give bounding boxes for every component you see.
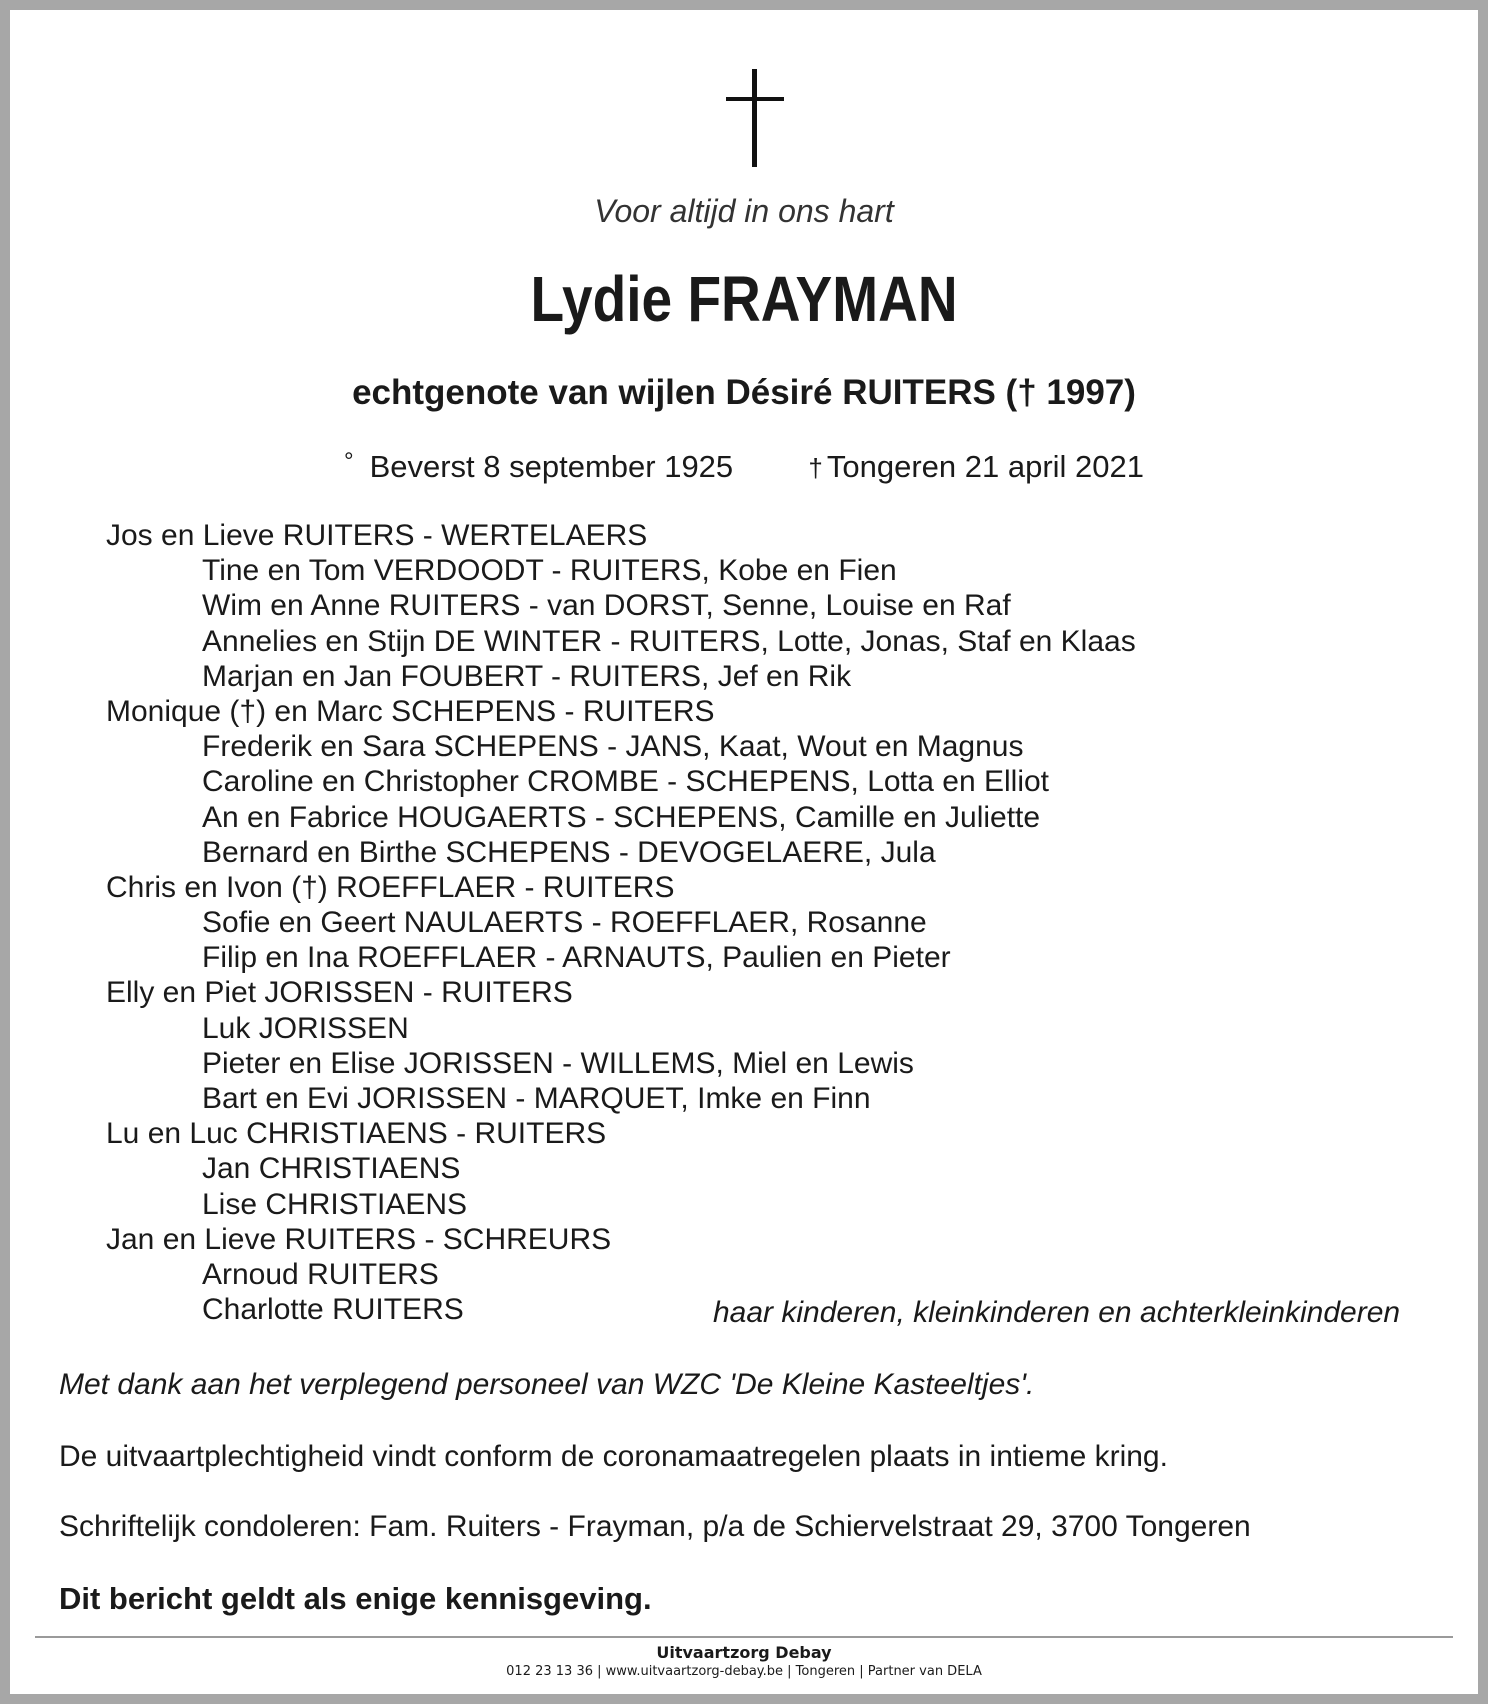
family-member-descendant: Bernard en Birthe SCHEPENS - DEVOGELAERE, Jula	[202, 835, 936, 869]
death-symbol: †	[808, 453, 823, 483]
funeral-home-name: Uitvaartzorg Debay	[656, 1643, 832, 1662]
deceased-name: Lydie FRAYMAN	[530, 263, 958, 335]
family-member-child: Chris en Ivon (†) ROEFFLAER - RUITERS	[106, 870, 675, 904]
family-member-child: Monique (†) en Marc SCHEPENS - RUITERS	[106, 694, 715, 728]
family-member-descendant: Charlotte RUITERS	[202, 1293, 464, 1327]
family-member-descendant: Caroline en Christopher CROMBE - SCHEPENS, Lotta en Elliot	[202, 765, 1050, 799]
footer-divider	[35, 1636, 1453, 1638]
funeral-home-info: 012 23 13 36 | www.uitvaartzorg-debay.be | Tongeren | Partner van DELA	[506, 1664, 982, 1679]
family-member-descendant: Lise CHRISTIAENS	[202, 1187, 468, 1221]
family-member-descendant: Sofie en Geert NAULAERTS - ROEFFLAER, Rosanne	[202, 906, 927, 940]
family-member-descendant: Annelies en Stijn DE WINTER - RUITERS, Lotte, Jonas, Staf en Klaas	[202, 624, 1136, 658]
cross-icon	[726, 69, 784, 167]
family-member-descendant: Wim en Anne RUITERS - van DORST, Senne, Louise en Raf	[202, 589, 1011, 623]
family-member-descendant: Jan CHRISTIAENS	[202, 1152, 461, 1186]
family-member-descendant: Frederik en Sara SCHEPENS - JANS, Kaat, Wout en Magnus	[202, 730, 1024, 764]
spouse-line: echtgenote van wijlen Désiré RUITERS († 1997)	[352, 373, 1136, 412]
family-member-child: Elly en Piet JORISSEN - RUITERS	[106, 976, 573, 1010]
family-member-descendant: Bart en Evi JORISSEN - MARQUET, Imke en Finn	[202, 1082, 871, 1115]
thanks-note: Met dank aan het verplegend personeel van WZC 'De Kleine Kasteeltjes'.	[59, 1368, 1035, 1401]
notice-statement: Dit bericht geldt als enige kennisgeving.	[59, 1581, 652, 1616]
family-member-child: Jos en Lieve RUITERS - WERTELAERS	[106, 519, 648, 552]
family-member-child: Jan en Lieve RUITERS - SCHREURS	[106, 1222, 612, 1256]
dates-line	[10, 448, 1478, 485]
obituary-card	[10, 10, 1478, 1694]
family-member-descendant: Tine en Tom VERDOODT - RUITERS, Kobe en Fien	[202, 554, 897, 588]
family-member-descendant: Marjan en Jan FOUBERT - RUITERS, Jef en Rik	[202, 659, 852, 693]
family-member-descendant: Luk JORISSEN	[202, 1011, 409, 1045]
family-member-descendant: An en Fabrice HOUGAERTS - SCHEPENS, Camille en Juliette	[202, 800, 1041, 834]
condolences-note: Schriftelijk condoleren: Fam. Ruiters - Frayman, p/a de Schiervelstraat 29, 3700 Tongeren	[59, 1510, 1251, 1543]
death-date: Tongeren 21 april 2021	[826, 449, 1145, 484]
family-member-child: Lu en Luc CHRISTIAENS - RUITERS	[106, 1117, 607, 1151]
birth-date: Beverst 8 september 1925	[369, 449, 734, 484]
family-member-descendant: Arnoud RUITERS	[202, 1257, 439, 1291]
family-member-descendant: Pieter en Elise JORISSEN - WILLEMS, Miel en Lewis	[202, 1046, 914, 1080]
birth-symbol: °	[343, 448, 354, 475]
ceremony-note: De uitvaartplechtigheid vindt conform de coronamaatregelen plaats in intieme kring.	[59, 1440, 1168, 1473]
motto: Voor altijd in ons hart	[594, 193, 894, 229]
family-member-descendant: Filip en Ina ROEFFLAER - ARNAUTS, Paulien en Pieter	[202, 941, 951, 975]
family-caption: haar kinderen, kleinkinderen en achterkleinkinderen	[713, 1296, 1401, 1329]
family-list	[106, 518, 1136, 1327]
